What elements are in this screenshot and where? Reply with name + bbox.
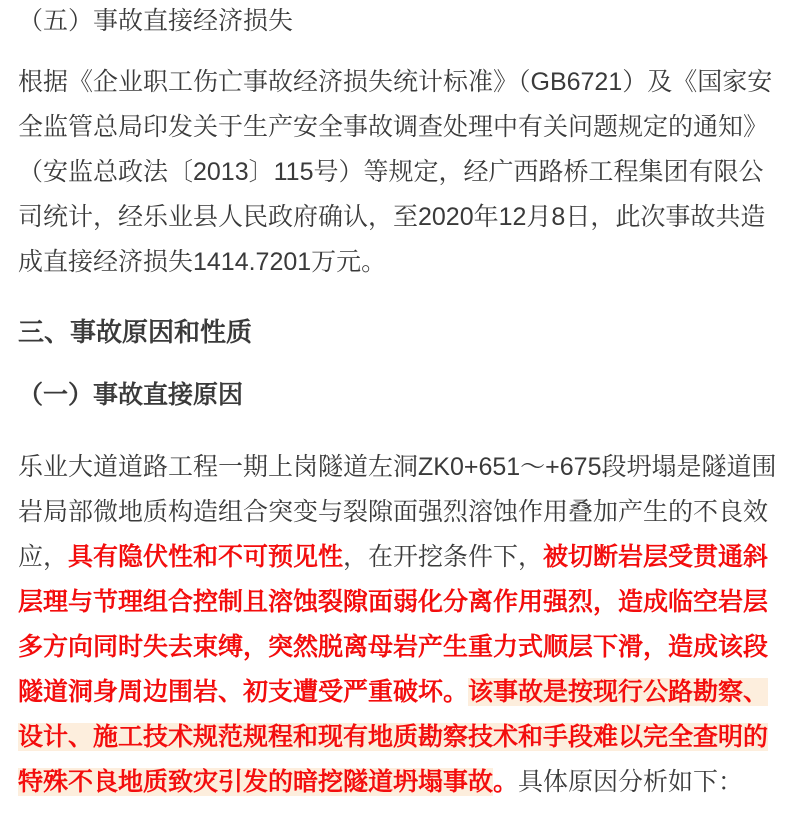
subsection-1-heading: （一）事故直接原因 xyxy=(18,381,244,409)
section-5-heading: （五）事故直接经济损失 xyxy=(18,7,294,35)
highlighted-emphasis-run: 该事故是按现行公路勘察、设计、施工技术规范规程和现有地质勘察技术和手段难以完全查明的特殊不良地质致灾引发的暗挖隧道坍塌事故 xyxy=(18,678,769,796)
section-3-heading: 三、事故原因和性质 xyxy=(18,317,253,347)
text-run: 乐业大道道路工程一期上岗隧道左洞ZK0+651～+675段坍塌是隧道围岩局部微地质构造组合突变与裂隙面强烈溶蚀作用叠加产生的不良效应， xyxy=(18,453,777,571)
text-run: 具体原因分析如下： xyxy=(518,768,744,796)
red-emphasis-run: 具有隐伏性和不可预见性 xyxy=(68,543,344,571)
text-run: 根据《企业职工伤亡事故经济损失统计标准》（GB6721）及《国家安全监管总局印发关于生产安全事故调查处理中有关问题规定的通知》（安监总政法〔2013〕115号）等规定，经广西路桥工程集团有限公司统计，经乐业县人民政府确认，至2020年12月8日，此次事故共造成直接经济损失1414.7201万元。 xyxy=(18,68,773,276)
red-emphasis-run: 。 xyxy=(493,768,519,796)
direct-cause-paragraph xyxy=(18,445,784,805)
red-emphasis-run: 被切断岩层受贯通斜层理与节理组合控制且溶蚀裂隙面弱化分离作用强烈，造成临空岩层多方向同时失去束缚，突然脱离母岩产生重力式顺层下滑，造成该段隧道洞身周边围岩、初支遭受严重破坏。 xyxy=(18,543,769,706)
economic-loss-paragraph xyxy=(18,60,784,285)
text-run: ，在开挖条件下， xyxy=(343,543,544,571)
